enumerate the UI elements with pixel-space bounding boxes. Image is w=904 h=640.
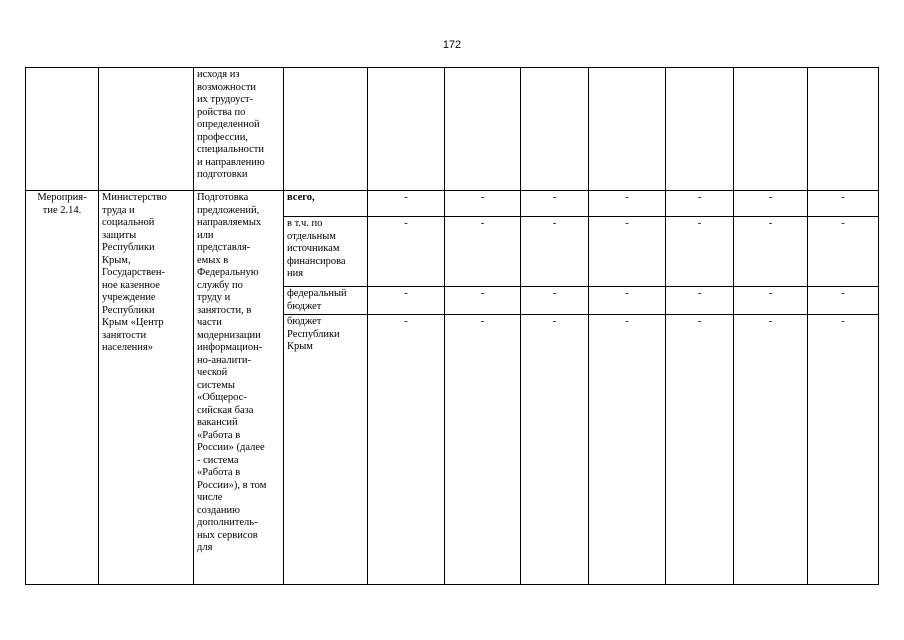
funding-source: бюджет Республики Крым [287,316,340,352]
value-cell: - [445,217,521,287]
value-cell: - [734,315,808,585]
continuation-description: исходя из возможности их трудоуст- ройства по определенной профессии, специальности и направлению подготовки [197,69,265,180]
value-cell: - [589,217,666,287]
funding-source-cell [284,191,368,217]
cell-empty [666,68,734,191]
measure-description: Подготовка предложений, направляемых или представля- емых в Федеральную службу по труду и занятости, в части модернизации информацион- но-аналити- ческой системы «Общерос- сийская база вакансий «Работа в России» (далее - система «Работа в России»), в том числе созданию дополнитель- ных сервисов для [197,192,267,553]
value-cell: - [808,217,879,287]
measure-executor-cell [99,191,194,585]
value-cell: - [521,217,589,287]
value-cell: - [368,217,445,287]
value-cell: - [808,315,879,585]
value-cell: - [666,315,734,585]
funding-source-cell [284,315,368,585]
value-cell: - [734,191,808,217]
table-row [26,191,879,217]
funding-table [25,67,879,585]
value-cell: - [521,287,589,315]
funding-source: в т.ч. по отдельным источникам финансирова ния [287,218,346,279]
cell-empty [521,68,589,191]
value-cell: - [666,217,734,287]
value-cell: - [589,315,666,585]
value-cell: - [445,287,521,315]
value-cell: - [734,287,808,315]
value-cell: - [521,191,589,217]
value-cell: - [666,287,734,315]
value-cell: - [445,315,521,585]
value-cell: - [589,287,666,315]
funding-source-cell [284,217,368,287]
funding-source-cell [284,287,368,315]
value-cell: - [368,191,445,217]
cell-empty [26,68,99,191]
cell-empty [368,68,445,191]
value-cell: - [808,191,879,217]
funding-source: всего, [287,192,315,203]
value-cell: - [445,191,521,217]
cell-empty [284,68,368,191]
value-cell: - [589,191,666,217]
continuation-row [26,68,879,191]
cell-empty [589,68,666,191]
measure-code: Мероприя- тие 2.14. [37,192,87,216]
value-cell: - [734,217,808,287]
cell-empty [808,68,879,191]
value-cell: - [666,191,734,217]
cell-empty [99,68,194,191]
funding-source: федеральный бюджет [287,288,347,312]
value-cell: - [368,287,445,315]
cell-empty [734,68,808,191]
cell-empty [445,68,521,191]
value-cell: - [521,315,589,585]
measure-code-cell [26,191,99,585]
measure-description-cell [194,191,284,585]
page-number: 172 [442,39,462,51]
value-cell: - [368,315,445,585]
measure-executor: Министерство труда и социальной защиты Республики Крым, Государствен- ное казенное учреждение Республики Крым «Центр занятости населения» [102,192,167,353]
continuation-description-cell [194,68,284,191]
value-cell: - [808,287,879,315]
